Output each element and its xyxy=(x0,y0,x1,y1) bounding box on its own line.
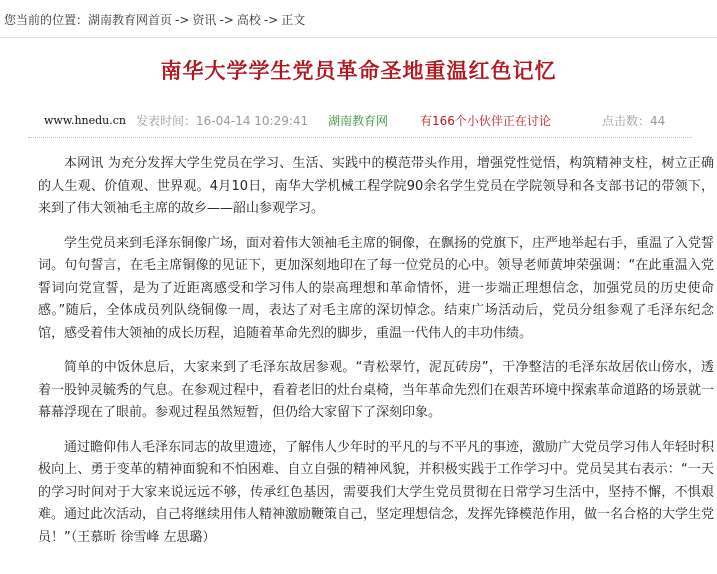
breadcrumb-link-universities[interactable]: 高校 xyxy=(236,13,261,27)
breadcrumb-separator: -> xyxy=(219,13,234,27)
breadcrumb-current: 正文 xyxy=(281,13,306,27)
article-body xyxy=(38,153,714,561)
breadcrumb-link-news[interactable]: 资讯 xyxy=(192,13,217,27)
breadcrumb xyxy=(4,10,305,30)
meta-divider xyxy=(28,137,692,138)
article-paragraph: 简单的中饭休息后，大家来到了毛泽东故居参观。“青松翠竹，泥瓦砖房”，干净整洁的毛泽东故居依山傍水，透着一股钟灵毓秀的气息。在参观过程中，看着老旧的灶台桌椅，当年革命先烈们在艰苦环境中探索革命道路的场景就一幕幕浮现在了眼前。参观过程虽然短暂，但仍给大家留下了深刻印象。 xyxy=(38,360,715,420)
article-paragraph: 本网讯 为充分发挥大学生党员在学习、生活、实践中的模范带头作用，增强党性觉悟，构筑精神支柱，树立正确的人生观、价值观、世界观。4月10日，南华大学机械工程学院90余名学生党员在学院领导和各支部书记的带领下，来到了伟大领袖毛主席的故乡——韶山参观学习。 xyxy=(38,156,714,216)
discussion-link[interactable]: 有166个小伙伴正在讨论 xyxy=(420,114,551,128)
source-link[interactable]: 湖南教育网 xyxy=(328,114,389,128)
click-count: 点击数：44 xyxy=(602,114,666,128)
article-meta xyxy=(0,110,717,132)
article-paragraph: 通过瞻仰伟人毛泽东同志的故里遗迹，了解伟人少年时的平凡的与不平凡的事迹，激励广大党员学习伟人年轻时积极向上、勇于变革的精神面貌和不怕困难、自立自强的精神风貌，并积极实践于工作学习中。党员吴其右表示：“一天的学习时间对于大家来说远远不够，传承红色基因，需要我们大学生党员贯彻在日常学习生活中，坚持不懈，不惧艰难。通过此次活动，自己将继续用伟人精神激励鞭策自己，坚定理想信念，发挥先锋模范作用，做一名合格的大学生党员！”（王慕昕 徐雪峰 左思璐） xyxy=(38,439,715,545)
breadcrumb-separator: -> xyxy=(263,13,279,27)
header-divider xyxy=(0,37,717,38)
article-title: 南华大学学生党员革命圣地重温红色记忆 xyxy=(160,58,557,83)
publish-time: 发表时间：16-04-14 10:29:41 xyxy=(136,114,309,128)
breadcrumb-link-home[interactable]: 湖南教育网首页 xyxy=(88,13,173,27)
breadcrumb-prefix: 您当前的位置： xyxy=(4,13,89,27)
article-paragraph: 学生党员来到毛泽东铜像广场，面对着伟大领袖毛主席的铜像，在飘扬的党旗下，庄严地举起右手，重温了入党誓词。句句誓言，在毛主席铜像的见证下，更加深刻地印在了每一位党员的心中。领导老师黄坤荣强调：“在此重温入党誓词向党宣誓，是为了近距离感受和学习伟人的崇高理想和革命情怀，进一步端正理想信念，加强党员的历史使命感。”随后，全体成员列队绕铜像一周，表达了对毛主席的深切悼念。结束广场活动后，党员分组参观了毛泽东纪念馆，感受着伟大领袖的成长历程，追随着革命先烈的脚步，重温一代伟人的丰功伟绩。 xyxy=(38,235,715,341)
breadcrumb-separator: -> xyxy=(175,13,190,27)
site-url: www.hnedu.cn xyxy=(44,114,126,127)
